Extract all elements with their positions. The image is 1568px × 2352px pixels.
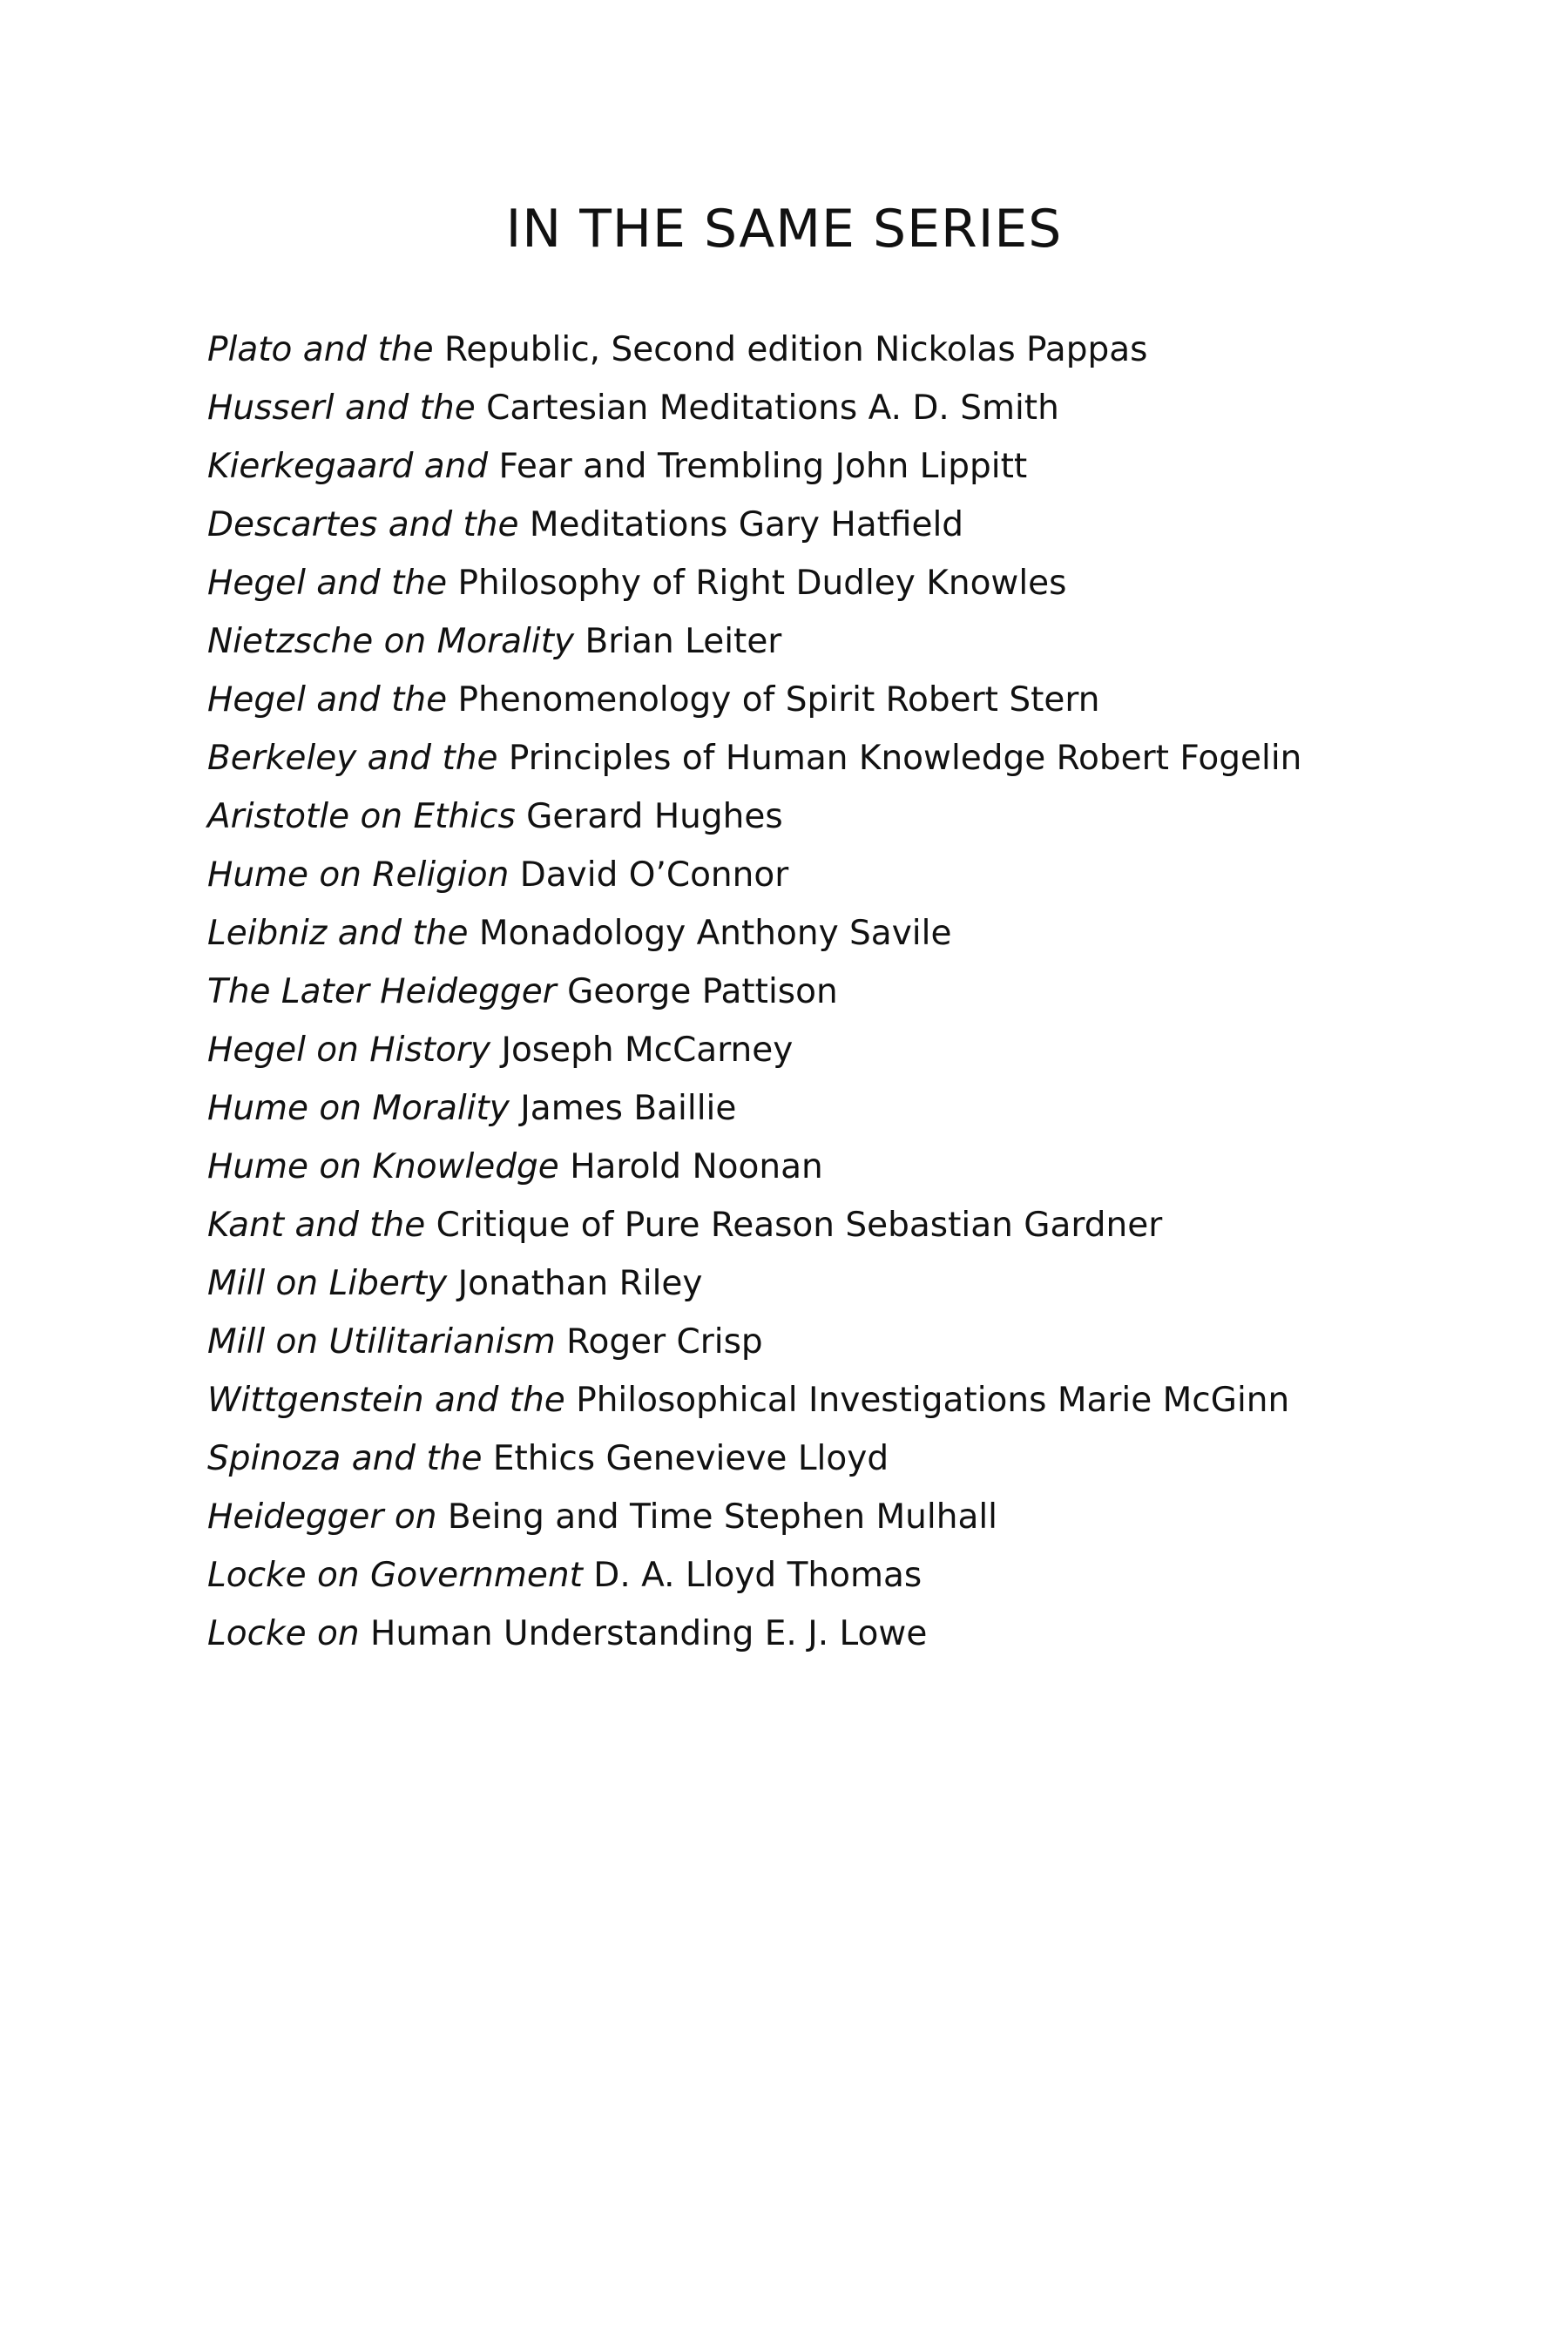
list-item (207, 1371, 1479, 1429)
entry-rest: Jonathan Riley (457, 1264, 703, 1303)
entry-rest: Phenomenology of Spirit Robert Stern (457, 680, 1100, 720)
list-item (207, 1079, 1479, 1138)
entry-rest: James Baillie (520, 1089, 737, 1128)
entry-lead: Kant and the (207, 1206, 426, 1245)
entry-rest: Fear and Trembling John Lippitt (498, 447, 1028, 486)
list-item (207, 554, 1479, 612)
entry-rest: Roger Crisp (566, 1322, 763, 1362)
entry-lead: Hegel on History (207, 1031, 491, 1070)
list-item (207, 437, 1479, 496)
list-item (207, 1021, 1479, 1079)
entry-rest: Philosophical Investigations Marie McGinn (576, 1381, 1290, 1420)
entry-lead: Hume on Religion (207, 855, 510, 895)
entry-rest: Gerard Hughes (526, 797, 783, 836)
entry-lead: Mill on Liberty (207, 1264, 448, 1303)
entry-lead: Descartes and the (207, 505, 519, 544)
list-item (207, 904, 1479, 963)
entry-lead: Spinoza and the (207, 1439, 483, 1478)
list-item (207, 496, 1479, 554)
entry-lead: The Later Heidegger (207, 972, 557, 1011)
entry-lead: Locke on (207, 1614, 360, 1653)
entry-lead: Berkeley and the (207, 739, 498, 778)
entry-rest: Monadology Anthony Savile (478, 914, 952, 953)
entry-rest: Joseph McCarney (501, 1031, 794, 1070)
list-item (207, 1429, 1479, 1488)
entry-lead: Hume on Morality (207, 1089, 510, 1128)
list-item (207, 729, 1479, 787)
entry-lead: Plato and the (207, 330, 434, 369)
list-item (207, 1254, 1479, 1313)
entry-rest: Being and Time Stephen Mulhall (447, 1497, 998, 1537)
list-item (207, 612, 1479, 671)
list-item (207, 846, 1479, 904)
list-item (207, 787, 1479, 846)
series-list (207, 321, 1479, 1663)
entry-lead: Locke on Government (207, 1556, 583, 1595)
list-item (207, 321, 1479, 379)
list-item (207, 379, 1479, 437)
entry-lead: Wittgenstein and the (207, 1381, 565, 1420)
entry-lead: Leibniz and the (207, 914, 469, 953)
entry-lead: Kierkegaard and (207, 447, 489, 486)
entry-lead: Heidegger on (207, 1497, 437, 1537)
entry-rest: Philosophy of Right Dudley Knowles (457, 564, 1067, 603)
list-item (207, 963, 1479, 1021)
entry-lead: Hegel and the (207, 680, 448, 720)
entry-lead: Husserl and the (207, 389, 476, 428)
entry-rest: George Pattison (567, 972, 838, 1011)
list-item (207, 671, 1479, 729)
entry-rest: Human Understanding E. J. Lowe (370, 1614, 928, 1653)
list-item (207, 1138, 1479, 1196)
entry-rest: Harold Noonan (570, 1147, 823, 1186)
entry-rest: D. A. Lloyd Thomas (593, 1556, 923, 1595)
entry-lead: Hume on Knowledge (207, 1147, 559, 1186)
entry-lead: Aristotle on Ethics (207, 797, 516, 836)
entry-lead: Nietzsche on Morality (207, 622, 575, 661)
entry-rest: Principles of Human Knowledge Robert Fogelin (508, 739, 1302, 778)
entry-rest: Critique of Pure Reason Sebastian Gardner (436, 1206, 1163, 1245)
list-item (207, 1546, 1479, 1605)
entry-rest: Meditations Gary Hatfield (529, 505, 964, 544)
entry-rest: Ethics Genevieve Lloyd (492, 1439, 889, 1478)
list-item (207, 1313, 1479, 1371)
list-item (207, 1488, 1479, 1546)
entry-rest: Cartesian Meditations A. D. Smith (486, 389, 1059, 428)
entry-rest: Republic, Second edition Nickolas Pappas (443, 330, 1148, 369)
entry-rest: Brian Leiter (585, 622, 782, 661)
list-item (207, 1196, 1479, 1254)
page-title: IN THE SAME SERIES (505, 199, 1063, 260)
entry-rest: David O’Connor (519, 855, 789, 895)
entry-lead: Hegel and the (207, 564, 448, 603)
list-item (207, 1605, 1479, 1663)
entry-lead: Mill on Utilitarianism (207, 1322, 556, 1362)
